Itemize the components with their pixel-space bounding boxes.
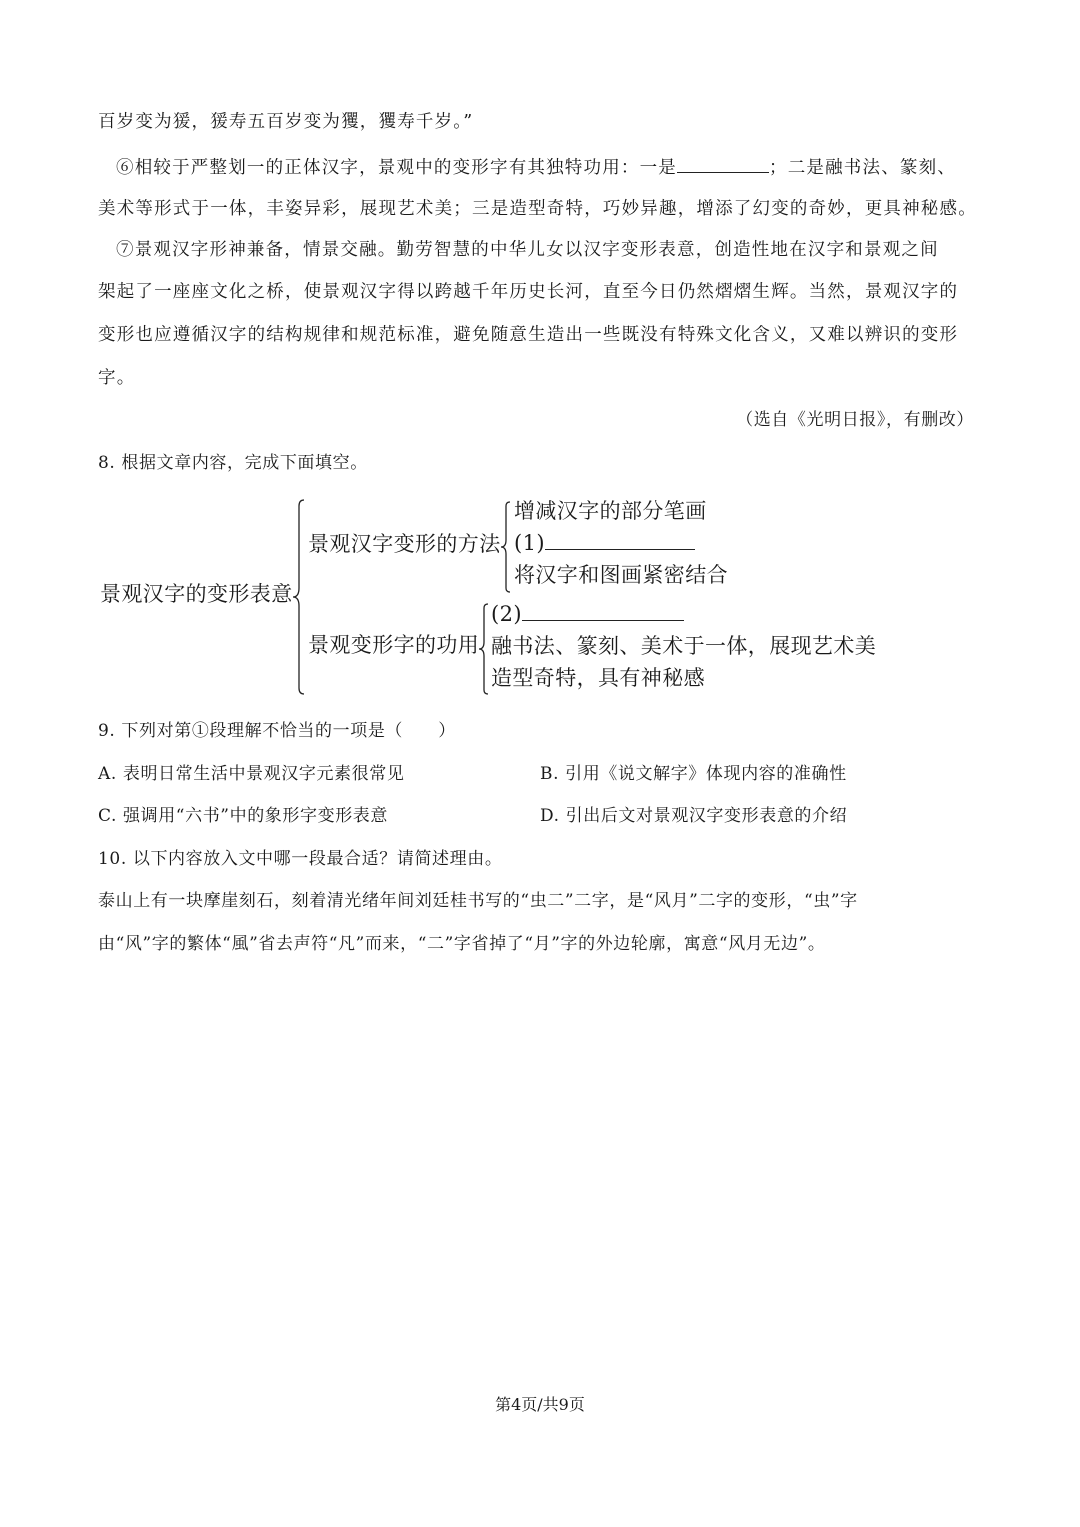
brace-methods bbox=[499, 500, 511, 594]
diagram-root: 景观汉字的变形表意 bbox=[100, 582, 293, 606]
answer-blank-2[interactable] bbox=[522, 602, 684, 621]
question-9-stem: 9. 下列对第①段理解不恰当的一项是（ ） bbox=[98, 721, 456, 741]
method-item-3: 将汉字和图画紧密结合 bbox=[514, 563, 728, 587]
method-item-2 bbox=[514, 529, 695, 557]
question-8-stem: 8. 根据文章内容，完成下面填空。 bbox=[98, 453, 368, 473]
function-item-1 bbox=[491, 600, 684, 628]
brace-functions bbox=[477, 602, 489, 696]
function-item-3: 造型奇特，具有神秘感 bbox=[491, 666, 705, 690]
answer-blank-1[interactable] bbox=[545, 531, 695, 550]
paragraph-6-text: ⑥相较于严整划一的正体汉字，景观中的变形字有其独特功用：一是 bbox=[116, 158, 677, 178]
question-10-text-line-2: 由“风”字的繁体“風”省去声符“凡”而来，“二”字省掉了“月”字的外边轮廓，寓意“风月无边”。 bbox=[98, 934, 826, 954]
page-number: 第4页/共9页 bbox=[495, 1395, 585, 1414]
option-d[interactable]: D. 引出后文对景观汉字变形表意的介绍 bbox=[540, 806, 848, 826]
paragraph-7-line-4: 字。 bbox=[98, 368, 136, 388]
paragraph-6-line-2: 美术等形式于一体，丰姿异彩，展现艺术美；三是造型奇特，巧妙异趣，增添了幻变的奇妙，更具神秘感。 bbox=[98, 199, 977, 219]
question-10-text-line-1: 泰山上有一块摩崖刻石，刻着清光绪年间刘廷桂书写的“虫二”二字，是“风月”二字的变形，“虫”字 bbox=[98, 891, 858, 911]
option-b[interactable]: B. 引用《说文解字》体现内容的准确性 bbox=[540, 764, 847, 784]
paragraph-6-text-cont: ；二是融书法、篆刻、 bbox=[769, 158, 956, 178]
passage-line: 百岁变为猨，猨寿五百岁变为玃，玃寿千岁。” bbox=[98, 112, 474, 132]
function-blank-label: (2) bbox=[491, 602, 522, 626]
paragraph-7-line-3: 变形也应遵循汉字的结构规律和规范标准，避免随意生造出一些既没有特殊文化含义，又难以辨识的变形 bbox=[98, 325, 959, 345]
function-item-2: 融书法、篆刻、美术于一体，展现艺术美 bbox=[491, 634, 877, 658]
option-c[interactable]: C. 强调用“六书”中的象形字变形表意 bbox=[98, 806, 388, 826]
option-a[interactable]: A. 表明日常生活中景观汉字元素很常见 bbox=[98, 764, 405, 784]
question-10-stem: 10. 以下内容放入文中哪一段最合适？请简述理由。 bbox=[98, 849, 503, 869]
source-citation: （选自《光明日报》，有删改） bbox=[736, 410, 974, 430]
brace-root bbox=[290, 498, 306, 696]
paragraph-7-line-1: ⑦景观汉字形神兼备，情景交融。勤劳智慧的中华儿女以汉字变形表意，创造性地在汉字和景观之间 bbox=[116, 240, 939, 260]
branch-functions: 景观变形字的功用 bbox=[308, 633, 480, 657]
paragraph-7-line-2: 架起了一座座文化之桥，使景观汉字得以跨越千年历史长河，直至今日仍然熠熠生辉。当然，景观汉字的 bbox=[98, 282, 959, 302]
method-item-1: 增减汉字的部分笔画 bbox=[514, 499, 707, 523]
answer-blank[interactable] bbox=[677, 158, 769, 173]
branch-methods: 景观汉字变形的方法 bbox=[308, 532, 501, 556]
method-blank-label: (1) bbox=[514, 531, 545, 555]
paragraph-6-line-1 bbox=[116, 156, 956, 180]
